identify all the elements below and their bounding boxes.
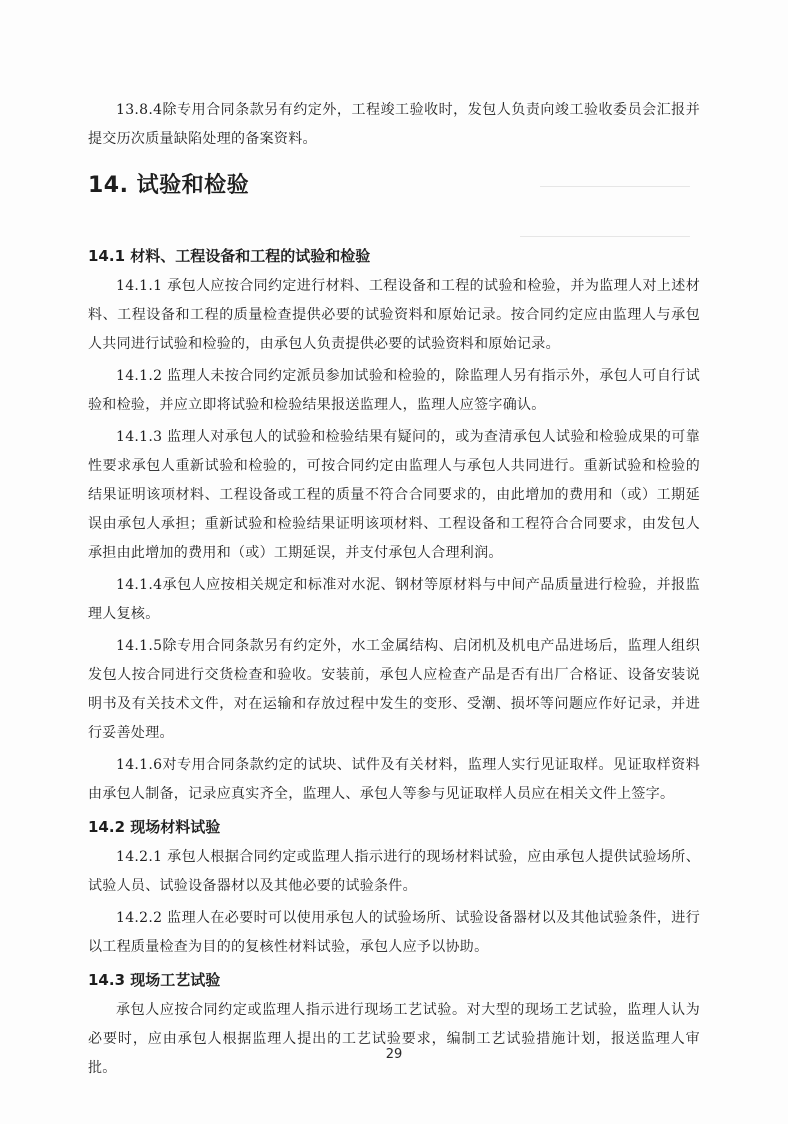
section-title: 14.1 材料、工程设备和工程的试验和检验 <box>88 247 371 265</box>
section-14-2 <box>88 813 700 962</box>
intro-paragraph: 13.8.4除专用合同条款另有约定外，工程竣工验收时，发包人负责向竣工验收委员会汇报并提交历次质量缺陷处理的备案资料。 <box>88 102 700 147</box>
section-title: 14.3 现场工艺试验 <box>88 971 221 989</box>
page-number: 29 <box>385 1047 403 1062</box>
clause-14-2-1: 14.2.1 承包人根据合同约定或监理人指示进行的现场材料试验，应由承包人提供试验场所、试验人员、试验设备器材以及其他必要的试验条件。 <box>88 849 700 894</box>
clause-14-1-2: 14.1.2 监理人未按合同约定派员参加试验和检验的，除监理人另有指示外，承包人可自行试验和检验，并应立即将试验和检验结果报送监理人，监理人应签字确认。 <box>88 368 700 413</box>
section-14-3 <box>88 966 700 1083</box>
clause-14-1-1: 14.1.1 承包人应按合同约定进行材料、工程设备和工程的试验和检验，并为监理人对上述材料、工程设备和工程的质量检查提供必要的试验资料和原始记录。按合同约定应由监理人与承包人共同进行试验和检验的，由承包人负责提供必要的试验资料和原始记录。 <box>88 278 700 352</box>
chapter-title: 14. 试验和检验 <box>88 173 250 198</box>
clause-14-1-6: 14.1.6对专用合同条款约定的试块、试件及有关材料，监理人实行见证取样。见证取样资料由承包人制备，记录应真实齐全，监理人、承包人等参与见证取样人员应在相关文件上签字。 <box>88 757 700 802</box>
clause-14-2-2: 14.2.2 监理人在必要时可以使用承包人的试验场所、试验设备器材以及其他试验条件，进行以工程质量检查为目的的复核性材料试验，承包人应予以协助。 <box>88 910 700 955</box>
clause-14-1-5: 14.1.5除专用合同条款另有约定外，水工金属结构、启闭机及机电产品进场后，监理人组织发包人按合同进行交货检查和验收。安装前，承包人应检查产品是否有出厂合格证、设备安装说明书及有关技术文件，对在运输和存放过程中发生的变形、受潮、损坏等问题应作好记录，并进行妥善处理。 <box>88 638 700 741</box>
section-14-1 <box>88 242 700 809</box>
section-title: 14.2 现场材料试验 <box>88 818 221 836</box>
clause-14-1-3: 14.1.3 监理人对承包人的试验和检验结果有疑问的，或为查清承包人试验和检验成果的可靠性要求承包人重新试验和检验的，可按合同约定由监理人与承包人共同进行。重新试验和检验的结果证明该项材料、工程设备或工程的质量不符合合同要求的，由此增加的费用和（或）工期延误由承包人承担；重新试验和检验结果证明该项材料、工程设备和工程符合合同要求，由发包人承担由此增加的费用和（或）工期延误，并支付承包人合理利润。 <box>88 429 700 561</box>
clause-14-1-4: 14.1.4承包人应按相关规定和标准对水泥、钢材等原材料与中间产品质量进行检验，并报监理人复核。 <box>88 577 700 622</box>
clause-14-3: 承包人应按合同约定或监理人指示进行现场工艺试验。对大型的现场工艺试验，监理人认为必要时，应由承包人根据监理人提出的工艺试验要求，编制工艺试验措施计划，报送监理人审批。 <box>88 1002 700 1076</box>
document-body <box>88 96 700 1086</box>
